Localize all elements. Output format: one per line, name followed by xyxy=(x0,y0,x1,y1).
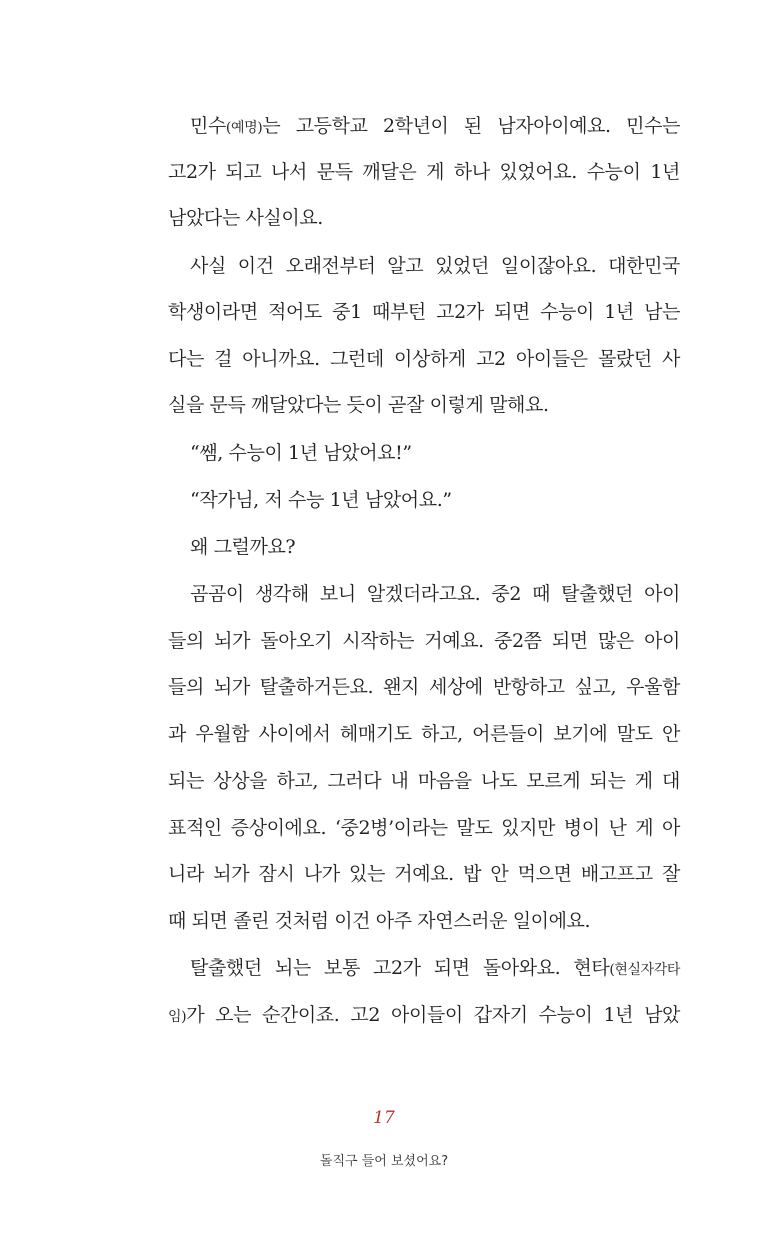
paragraph-line: 니라 뇌가 잠시 나가 있는 거예요. 밥 안 먹으면 배고프고 잘 xyxy=(168,863,680,885)
text-span: 는 고등학교 2학년이 된 남자아이예요. 민수는 xyxy=(262,115,680,137)
paragraph-line: 들의 뇌가 탈출하거든요. 왠지 세상에 반항하고 싶고, 우울함 xyxy=(168,676,680,698)
paragraph-line: 학생이라면 적어도 중1 때부턴 고2가 되면 수능이 1년 남는 xyxy=(168,301,680,323)
annotation-span: 임) xyxy=(168,1009,187,1025)
text-span: 탈출했던 뇌는 보통 고2가 되면 돌아와요. 현타 xyxy=(190,957,610,979)
paragraph-line: 실을 문득 깨달았다는 듯이 곧잘 이렇게 말해요. xyxy=(168,394,549,416)
quote-line: “작가님, 저 수능 1년 남았어요.” xyxy=(190,489,452,511)
paragraph-line: 표적인 증상이에요. ‘중2병’이라는 말도 있지만 병이 난 게 아 xyxy=(168,817,680,839)
paragraph-line: 고2가 되고 나서 문득 깨달은 게 하나 있었어요. 수능이 1년 xyxy=(168,161,680,183)
paragraph-line: 곰곰이 생각해 보니 알겠더라고요. 중2 때 탈출했던 아이 xyxy=(190,583,680,605)
paragraph-line xyxy=(190,954,680,984)
annotation-span: (현실자각타 xyxy=(609,962,680,978)
question-line: 왜 그럴까요? xyxy=(190,536,296,558)
annotation-span: (예명) xyxy=(225,120,263,136)
running-title: 돌직구 들어 보셨어요? xyxy=(319,1154,449,1169)
paragraph-line xyxy=(168,1001,680,1031)
paragraph-line: 때 되면 졸린 것처럼 이건 아주 자연스러운 일이에요. xyxy=(168,910,591,932)
paragraph-line: 다는 걸 아니까요. 그런데 이상하게 고2 아이들은 몰랐던 사 xyxy=(168,348,680,370)
paragraph-line: 되는 상상을 하고, 그러다 내 마음을 나도 모르게 되는 게 대 xyxy=(168,770,680,792)
paragraph-line: 사실 이건 오래전부터 알고 있었던 일이잖아요. 대한민국 xyxy=(190,255,680,277)
quote-line: “쌤, 수능이 1년 남았어요!” xyxy=(190,442,412,464)
text-span: 민수 xyxy=(190,115,226,137)
paragraph-line: 남았다는 사실이요. xyxy=(168,207,323,229)
page-number: 17 xyxy=(373,1108,395,1128)
paragraph-line: 들의 뇌가 돌아오기 시작하는 거예요. 중2쯤 되면 많은 아이 xyxy=(168,630,680,652)
paragraph-line xyxy=(190,112,680,142)
paragraph-line: 과 우월함 사이에서 헤매기도 하고, 어른들이 보기에 말도 안 xyxy=(168,723,680,745)
text-span: 가 오는 순간이죠. 고2 아이들이 갑자기 수능이 1년 남았 xyxy=(186,1004,680,1026)
